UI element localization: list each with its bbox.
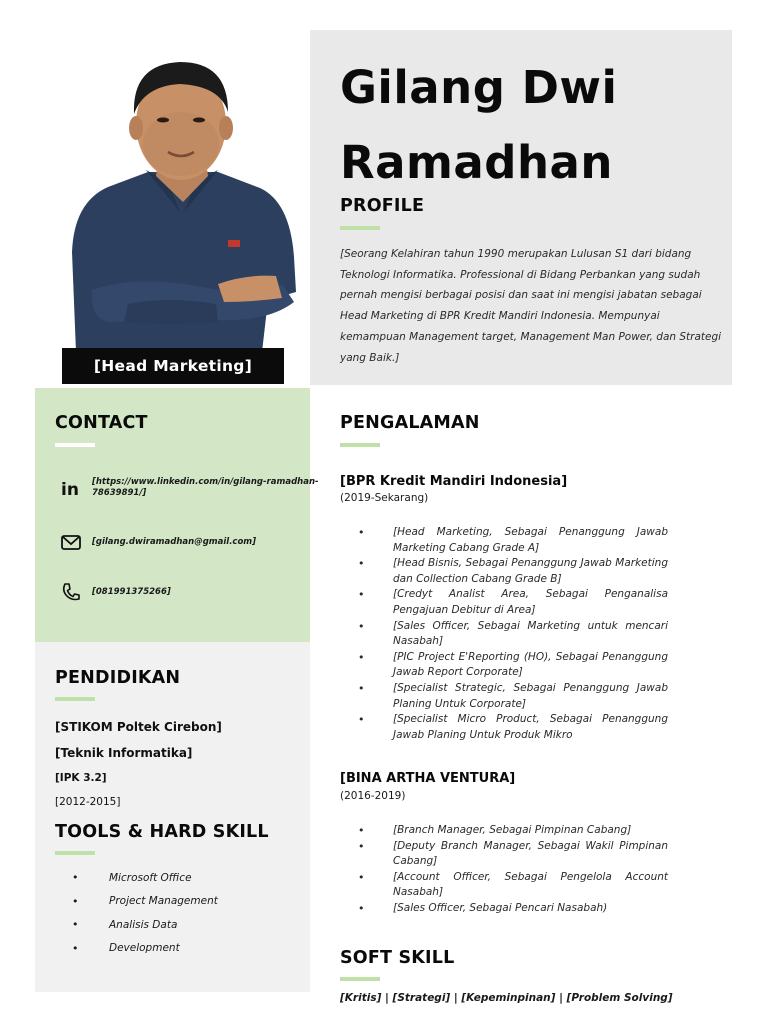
tools-list bbox=[72, 866, 218, 960]
contact-phone[interactable] bbox=[60, 580, 324, 604]
tools-underline bbox=[55, 851, 95, 855]
duty-text: [Head Marketing, Sebagai Penanggung Jawab Marketing Cabang Grade A] bbox=[393, 526, 668, 554]
bullet: • bbox=[358, 839, 365, 853]
bullet: • bbox=[358, 870, 365, 884]
experience-title: PENGALAMAN bbox=[340, 413, 480, 433]
education-underline bbox=[55, 697, 95, 701]
bullet: • bbox=[358, 713, 365, 727]
contact-phone-text: [081991375266] bbox=[92, 586, 171, 597]
tool-label: Microsoft Office bbox=[109, 871, 192, 884]
list-item bbox=[355, 556, 668, 587]
job-company-1: [BPR Kredit Mandiri Indonesia] bbox=[340, 474, 568, 489]
soft-skill-text: [Kritis] | [Strategi] | [Kepeminpinan] | [Problem Solving] bbox=[340, 992, 673, 1004]
soft-skill-title: SOFT SKILL bbox=[340, 948, 455, 968]
list-item bbox=[72, 866, 218, 890]
contact-linkedin-text: [https://www.linkedin.com/in/gilang-ramadhan-78639891/] bbox=[92, 477, 319, 498]
job-period-1: (2019-Sekarang) bbox=[340, 492, 429, 504]
tool-label: Analisis Data bbox=[109, 918, 178, 931]
bullet: • bbox=[358, 619, 365, 633]
bullet: • bbox=[72, 894, 79, 908]
tools-title: TOOLS & HARD SKILL bbox=[55, 822, 269, 842]
name-line-1: Gilang Dwi bbox=[340, 61, 618, 114]
mail-icon bbox=[60, 530, 92, 554]
duty-text: [Account Officer, Sebagai Pengelola Account Nasabah] bbox=[393, 870, 668, 899]
contact-underline bbox=[55, 443, 95, 447]
list-item bbox=[355, 901, 668, 917]
svg-text:in: in bbox=[61, 480, 79, 497]
bullet: • bbox=[358, 901, 365, 915]
list-item bbox=[355, 587, 668, 618]
bullet: • bbox=[358, 824, 365, 837]
bullet: • bbox=[358, 681, 365, 695]
contact-title: CONTACT bbox=[55, 413, 148, 433]
education-years: [2012-2015] bbox=[55, 796, 121, 808]
experience-underline bbox=[340, 443, 380, 447]
list-item bbox=[355, 839, 668, 870]
profile-underline bbox=[340, 226, 380, 230]
job-duties-1 bbox=[355, 525, 668, 743]
profile-photo bbox=[68, 52, 298, 354]
list-item bbox=[72, 890, 218, 914]
duty-text: [Deputy Branch Manager, Sebagai Wakil Pimpinan Cabang] bbox=[393, 839, 668, 868]
contact-email-text: [gilang.dwiramadhan@gmail.com] bbox=[92, 536, 257, 547]
tool-label: Project Management bbox=[109, 895, 218, 908]
list-item bbox=[355, 681, 668, 712]
profile-text: [Seorang Kelahiran tahun 1990 merupakan Lulusan S1 dari bidang Teknologi Informatika. Professional di Bidang Perbankan yang sudah pernah mengisi berbagai posisi dan saat ini mengisi jabatan sebagai Head Marketing di BPR Kredit Mandiri Indonesia. Mempunyai kemampuan Management target, Management Man Power, dan Strategi yang Baik.] bbox=[340, 248, 722, 364]
list-item bbox=[355, 823, 668, 839]
contact-linkedin[interactable] bbox=[60, 476, 324, 500]
full-name bbox=[340, 50, 720, 200]
bullet: • bbox=[72, 941, 79, 955]
education-gpa: [IPK 3.2] bbox=[55, 772, 107, 784]
name-line-2: Ramadhan bbox=[340, 136, 613, 189]
bullet: • bbox=[358, 650, 365, 664]
bullet: • bbox=[358, 588, 365, 602]
list-item bbox=[72, 913, 218, 937]
bullet: • bbox=[358, 526, 365, 539]
profile-title: PROFILE bbox=[340, 196, 425, 216]
education-school: [STIKOM Poltek Cirebon] bbox=[55, 720, 222, 734]
list-item bbox=[72, 937, 218, 961]
tool-label: Development bbox=[109, 942, 180, 955]
phone-icon bbox=[60, 580, 92, 604]
list-item bbox=[355, 650, 668, 681]
duty-text: [Branch Manager, Sebagai Pimpinan Cabang] bbox=[393, 824, 632, 836]
job-period-2: (2016-2019) bbox=[340, 790, 406, 802]
job-duties-2 bbox=[355, 823, 668, 917]
bullet: • bbox=[72, 918, 79, 932]
linkedin-icon bbox=[60, 476, 92, 500]
list-item bbox=[355, 619, 668, 650]
role-badge: [Head Marketing] bbox=[62, 348, 284, 384]
duty-text: [Sales Officer, Sebagai Pencari Nasabah) bbox=[393, 901, 608, 914]
duty-text: [Specialist Micro Product, Sebagai Penanggung Jawab Planing Untuk Produk Mikro bbox=[393, 713, 668, 741]
contact-email[interactable] bbox=[60, 530, 324, 554]
duty-text: [Specialist Strategic, Sebagai Penanggung Jawab Planing Untuk Corporate] bbox=[393, 681, 668, 710]
job-company-2: [BINA ARTHA VENTURA] bbox=[340, 771, 516, 786]
education-major: [Teknik Informatika] bbox=[55, 746, 193, 760]
bullet: • bbox=[358, 557, 365, 571]
duty-text: [PIC Project E'Reporting (HO), Sebagai Penanggung Jawab Report Corporate] bbox=[393, 650, 668, 679]
list-item bbox=[355, 712, 668, 743]
duty-text: [Credyt Analist Area, Sebagai Penganalisa Pengajuan Debitur di Area] bbox=[393, 588, 668, 616]
list-item bbox=[355, 525, 668, 556]
soft-skill-underline bbox=[340, 977, 380, 981]
bullet: • bbox=[72, 871, 79, 885]
duty-text: [Head Bisnis, Sebagai Penanggung Jawab Marketing dan Collection Cabang Grade B] bbox=[393, 557, 668, 585]
duty-text: [Sales Officer, Sebagai Marketing untuk mencari Nasabah] bbox=[393, 619, 668, 648]
list-item bbox=[355, 870, 668, 901]
education-title: PENDIDIKAN bbox=[55, 668, 181, 688]
